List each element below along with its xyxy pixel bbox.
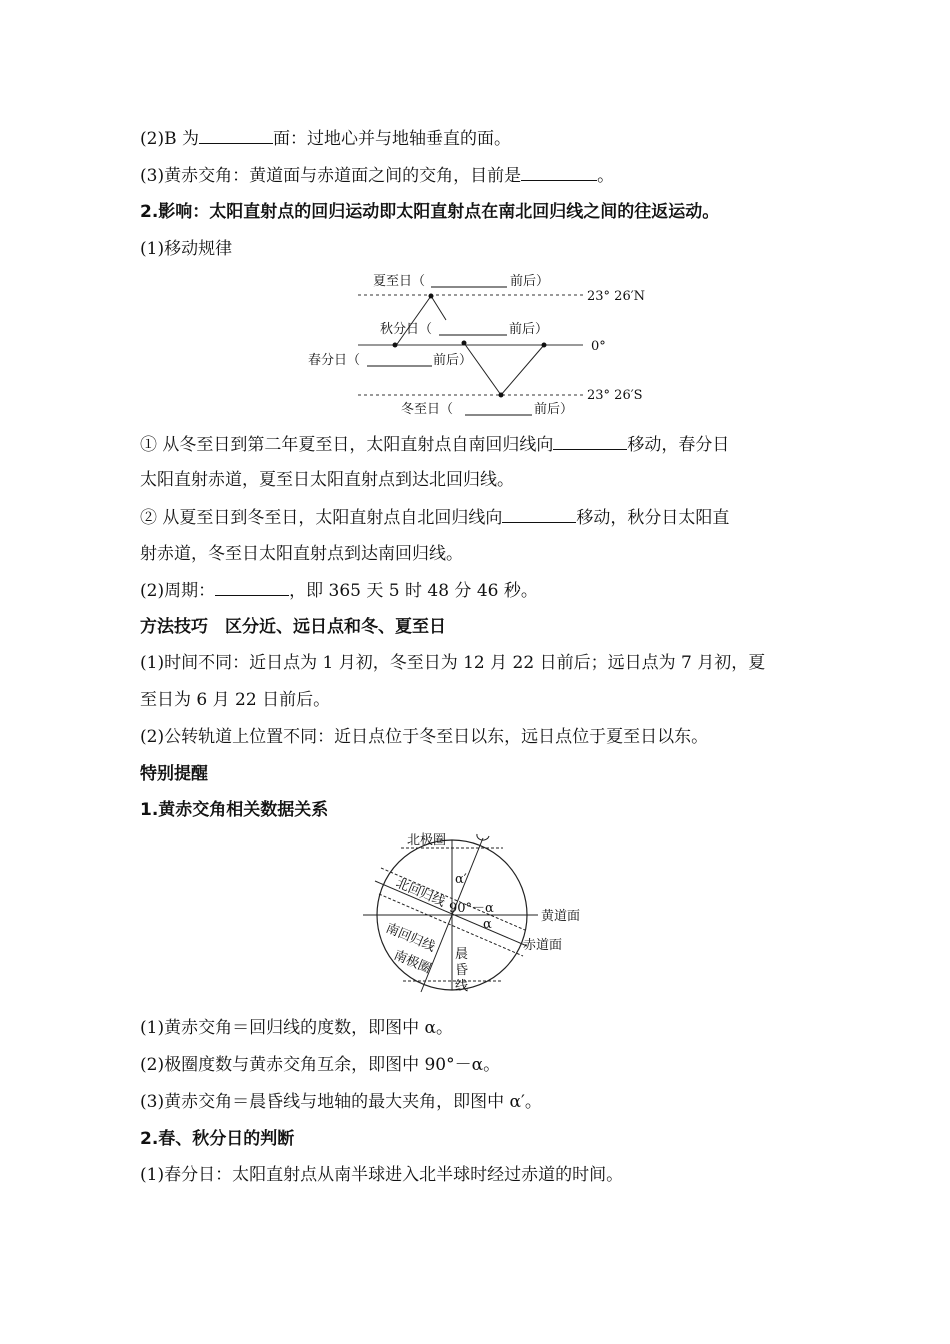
- text-line-1: (2)B 为 面：过地心并与地轴垂直的面。: [140, 129, 511, 149]
- answer-blank: [199, 127, 273, 144]
- label-23n: 23° 26′N: [587, 289, 646, 304]
- text-line-4: (1)移动规律: [140, 239, 233, 259]
- label-ecliptic: 黄道面: [541, 909, 581, 924]
- point-summer: [429, 294, 434, 299]
- direct-point-migration-diagram: [300, 268, 660, 418]
- obliquity-diagram: [355, 828, 615, 998]
- text-line-13: (2)公转轨道上位置不同：近日点位于冬至日以东，远日点位于夏至日以东。: [140, 727, 709, 747]
- svg-text:前后）: 前后）: [534, 402, 574, 417]
- label-terminator-2: 昏: [455, 963, 469, 978]
- sub-heading: 1.黄赤交角相关数据关系: [140, 800, 329, 820]
- text-line-20: (1)春分日：太阳直射点从南半球进入北半球时经过赤道的时间。: [140, 1165, 624, 1185]
- label-alpha: α: [483, 917, 492, 932]
- text-line-18: (3)黄赤交角＝晨昏线与地轴的最大夹角，即图中 α′。: [140, 1092, 542, 1112]
- label-tropic-s: 南回归线: [383, 920, 438, 956]
- label-winter: 冬至日（: [401, 402, 454, 417]
- point-spring: [393, 343, 398, 348]
- text-line-7: ② 从夏至日到冬至日，太阳直射点自北回归线向 移动，秋分日太阳直: [140, 508, 730, 528]
- text-line-11: (1)时间不同：近日点为 1 月初，冬至日为 12 月 22 日前后；远日点为 7 月初，夏: [140, 653, 766, 673]
- svg-text:前后）: 前后）: [510, 274, 550, 289]
- point-winter: [499, 393, 504, 398]
- section-heading: 2.影响：太阳直射点的回归运动即太阳直射点在南北回归线之间的往返运动。: [140, 202, 720, 222]
- label-ninety-minus-alpha: 90°－α: [449, 901, 494, 916]
- method-heading: 方法技巧 区分近、远日点和冬、夏至日: [140, 617, 446, 637]
- answer-blank: [553, 433, 627, 450]
- text-line-5: ① 从冬至日到第二年夏至日，太阳直射点自南回归线向 移动，春分日: [140, 435, 730, 455]
- label-terminator-3: 线: [455, 979, 469, 994]
- label-0: 0°: [591, 339, 606, 354]
- label-arctic: 北极圈: [407, 833, 447, 848]
- text-line-6: 太阳直射赤道，夏至日太阳直射点到达北回归线。: [140, 470, 514, 490]
- text-line-2: (3)黄赤交角：黄道面与赤道面之间的交角，目前是 。: [140, 166, 615, 186]
- answer-blank: [521, 164, 597, 181]
- label-equator: 赤道面: [523, 938, 563, 953]
- tip-heading: 特别提醒: [140, 764, 208, 784]
- svg-text:前后）: 前后）: [509, 322, 549, 337]
- answer-blank: [215, 579, 289, 596]
- label-tropic-n: 北回归线: [393, 875, 448, 911]
- text-line-16: (1)黄赤交角＝回归线的度数，即图中 α。: [140, 1018, 453, 1038]
- label-summer: 夏至日（: [373, 274, 426, 289]
- text-line-9: (2)周期： ，即 365 天 5 时 48 分 46 秒。: [140, 581, 538, 601]
- text-line-12: 至日为 6 月 22 日前后。: [140, 690, 331, 710]
- sub-heading-2: 2.春、秋分日的判断: [140, 1129, 295, 1149]
- label-spring: 春分日（: [308, 353, 361, 368]
- svg-text:前后）: 前后）: [433, 353, 473, 368]
- label-antarctic: 南极圈: [391, 947, 434, 977]
- text-line-17: (2)极圈度数与黄赤交角互余，即图中 90°－α。: [140, 1055, 501, 1075]
- answer-blank: [502, 506, 576, 523]
- label-terminator-1: 晨: [455, 947, 469, 962]
- label-autumn: 秋分日（: [380, 322, 433, 337]
- point-spring2: [542, 343, 547, 348]
- label-alpha-prime: α′: [455, 872, 467, 887]
- path-winter: [464, 343, 544, 395]
- label-23s: 23° 26′S: [587, 388, 643, 403]
- text-line-8: 射赤道，冬至日太阳直射点到达南回归线。: [140, 544, 463, 564]
- point-autumn: [462, 341, 467, 346]
